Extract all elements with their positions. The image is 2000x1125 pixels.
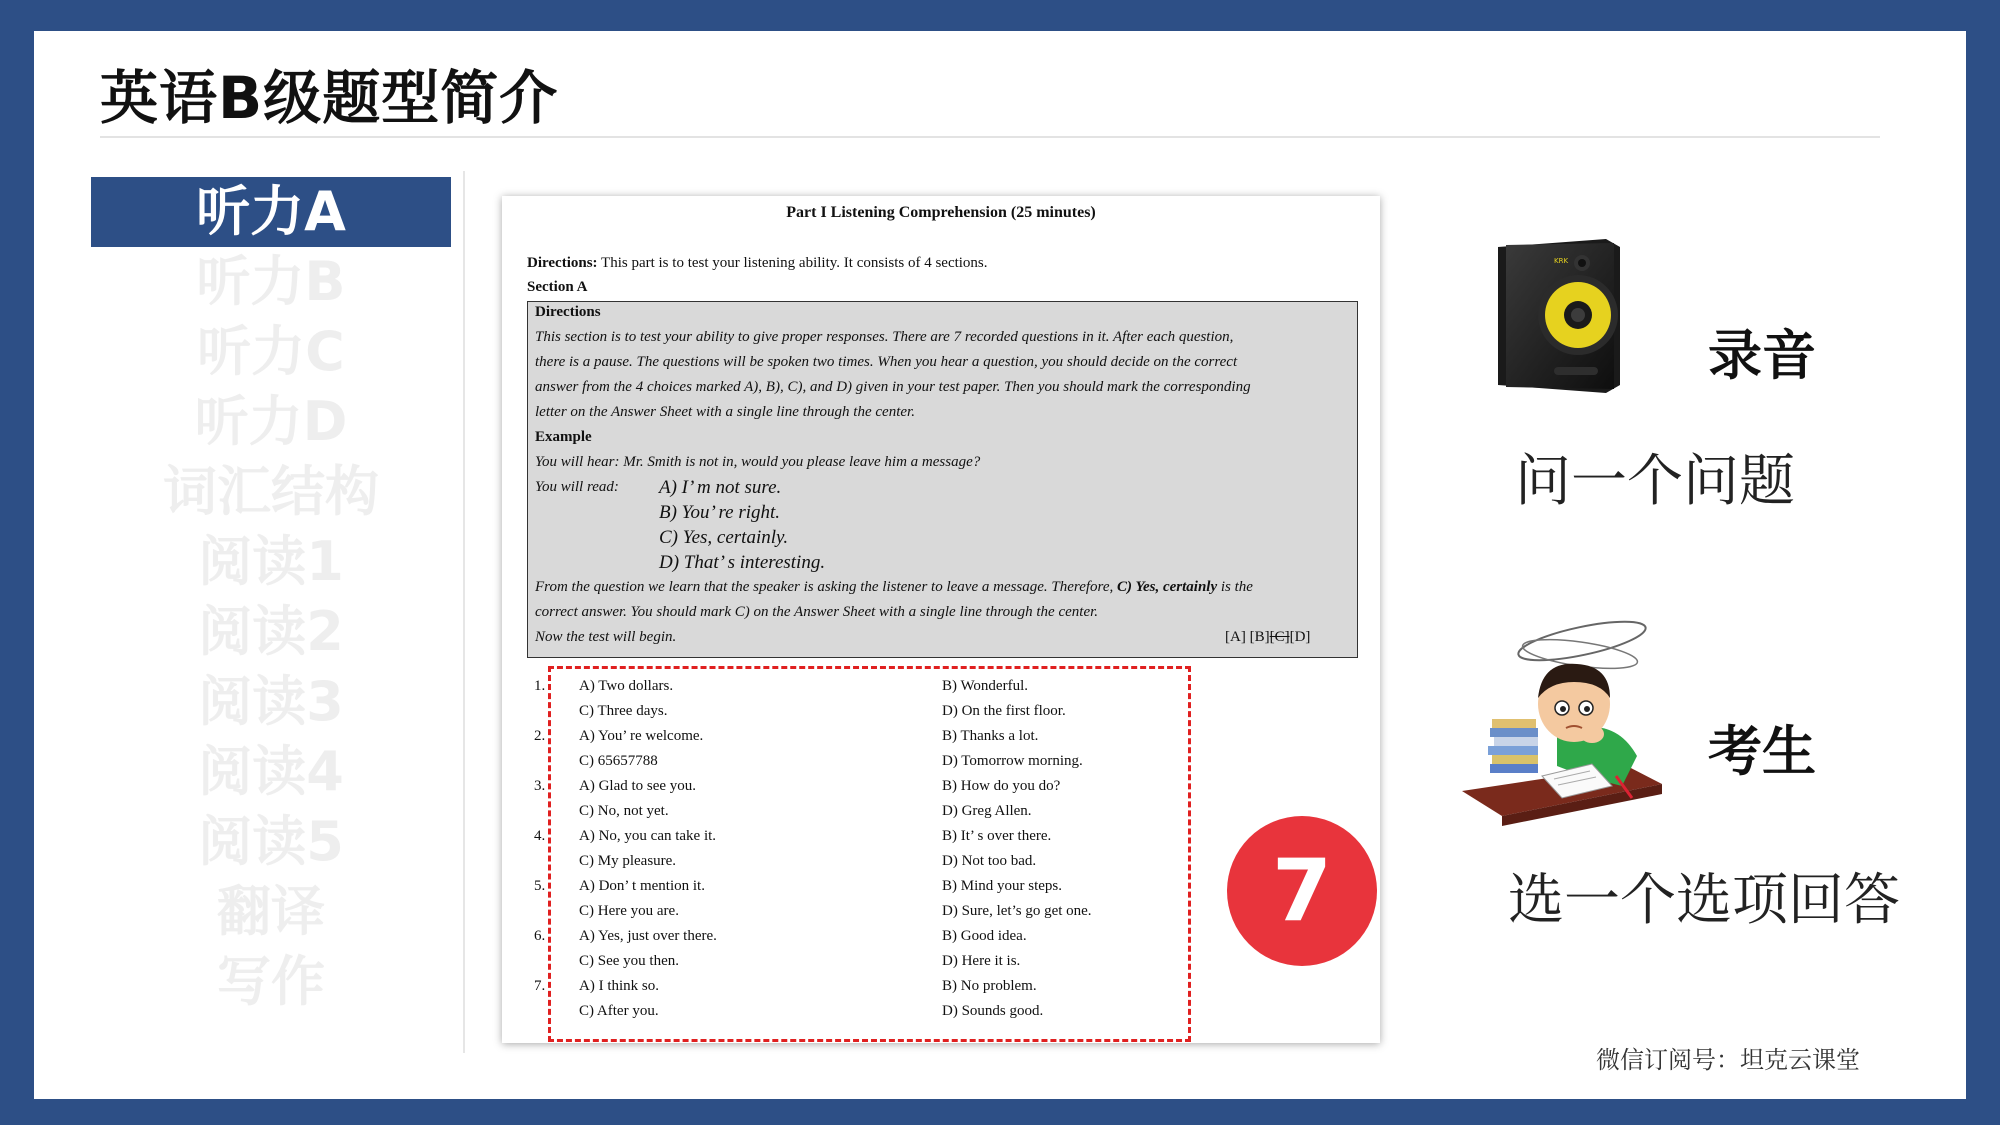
example-option: A) I’ m not sure. [659,477,782,498]
example-option: D) That’ s interesting. [659,552,826,573]
example-hear: You will hear: Mr. Smith is not in, would you please leave him a message? [535,454,981,470]
example-heading: Example [535,429,592,445]
directions-label: Directions: [527,255,598,271]
option-c: C) Here you are. [579,903,679,919]
question-number: 2. [534,728,546,744]
title-divider [100,136,1880,138]
option-b: B) Thanks a lot. [942,728,1039,744]
box-line: answer from the 4 choices marked A), B), C), and D) given in your test paper. Then you should mark the corresponding [535,379,1251,395]
box-line: there is a pause. The questions will be spoken two times. When you hear a question, you should decide on the correct [535,354,1238,370]
option-d: D) Sounds good. [942,1003,1044,1019]
option-a: A) Don’ t mention it. [579,878,705,894]
option-b: B) No problem. [942,978,1037,994]
option-b: B) It’ s over there. [942,828,1052,844]
example-conclusion: From the question we learn that the speaker is asking the listener to leave a message. Therefore, C) Yes, certainly is the [535,579,1253,595]
option-c: C) Three days. [579,703,668,719]
nav-divider [463,171,465,1053]
nav-item-vocabulary[interactable]: 词汇结构 [163,460,379,523]
example-option: B) You’ re right. [659,502,781,523]
option-b: B) Wonderful. [942,678,1029,694]
examinee-label: 考生 [1708,720,1816,783]
nav-item-writing[interactable]: 写作 [217,950,325,1013]
option-d: D) Greg Allen. [942,803,1032,819]
option-c: C) My pleasure. [579,853,677,869]
question-count-badge: 7 [1227,816,1377,966]
directions-box [527,301,1358,658]
option-d: D) Here it is. [942,953,1021,969]
doc-directions [527,255,988,272]
example-conclusion: correct answer. You should mark C) on the Answer Sheet with a single line through the center. [535,604,1099,620]
question-number: 4. [534,828,546,844]
option-c: C) 65657788 [579,753,658,769]
nav-item-reading-3[interactable]: 阅读3 [198,670,344,733]
question-number: 5. [534,878,546,894]
question-number: 1. [534,678,546,694]
recording-label: 录音 [1708,324,1816,387]
nav-item-listening-c[interactable]: 听力C [197,320,345,383]
option-a: A) Yes, just over there. [579,928,717,944]
nav-item-listening-d[interactable]: 听力D [194,390,348,453]
option-c: C) After you. [579,1003,659,1019]
speaker-icon [1494,239,1626,393]
option-a: A) No, you can take it. [579,828,717,844]
nav-item-translation[interactable]: 翻译 [217,880,325,943]
question-number: 6. [534,928,546,944]
box-line: letter on the Answer Sheet with a single line through the center. [535,404,915,420]
option-a: A) You’ re welcome. [579,728,704,744]
question-number: 3. [534,778,546,794]
nav-item-reading-4[interactable]: 阅读4 [198,740,344,803]
example-read-label: You will read: [535,479,619,495]
svg-text:KRK: KRK [1554,257,1569,265]
answer-sheet-mark: [A] [B][C][D] [1225,629,1311,645]
section-label: Section A [527,279,588,295]
doc-title: Part I Listening Comprehension (25 minutes) [786,204,1096,221]
student-icon [1462,616,1687,831]
option-d: D) Sure, let’s go get one. [942,903,1092,919]
option-d: D) Not too bad. [942,853,1037,869]
option-c: C) No, not yet. [579,803,669,819]
nav-item-reading-1[interactable]: 阅读1 [198,530,344,593]
box-line: This section is to test your ability to give proper responses. There are 7 recorded questions in it. After each question, [535,329,1234,345]
option-d: D) On the first floor. [942,703,1066,719]
option-b: B) Good idea. [942,928,1027,944]
box-heading: Directions [535,304,601,320]
question-number: 7. [534,978,546,994]
recording-desc: 问一个问题 [1515,449,1795,514]
option-a: A) I think so. [579,978,659,994]
option-b: B) How do you do? [942,778,1061,794]
test-begin: Now the test will begin. [535,629,677,645]
nav-item-reading-5[interactable]: 阅读5 [198,810,344,873]
option-b: B) Mind your steps. [942,878,1062,894]
option-a: A) Two dollars. [579,678,674,694]
option-d: D) Tomorrow morning. [942,753,1083,769]
section-nav [91,177,451,1017]
wechat-credit: 微信订阅号：坦克云课堂 [1596,1046,1860,1074]
slide [34,31,1966,1099]
nav-item-listening-b[interactable]: 听力B [196,250,346,313]
nav-item-reading-2[interactable]: 阅读2 [198,600,344,663]
nav-item-listening-a[interactable]: 听力A [91,177,451,247]
option-a: A) Glad to see you. [579,778,697,794]
option-c: C) See you then. [579,953,679,969]
example-option: C) Yes, certainly. [659,527,789,548]
page-title: 英语B级题型简介 [100,64,559,132]
directions-text: This part is to test your listening ability. It consists of 4 sections. [601,255,988,271]
examinee-desc: 选一个选项回答 [1508,868,1900,933]
